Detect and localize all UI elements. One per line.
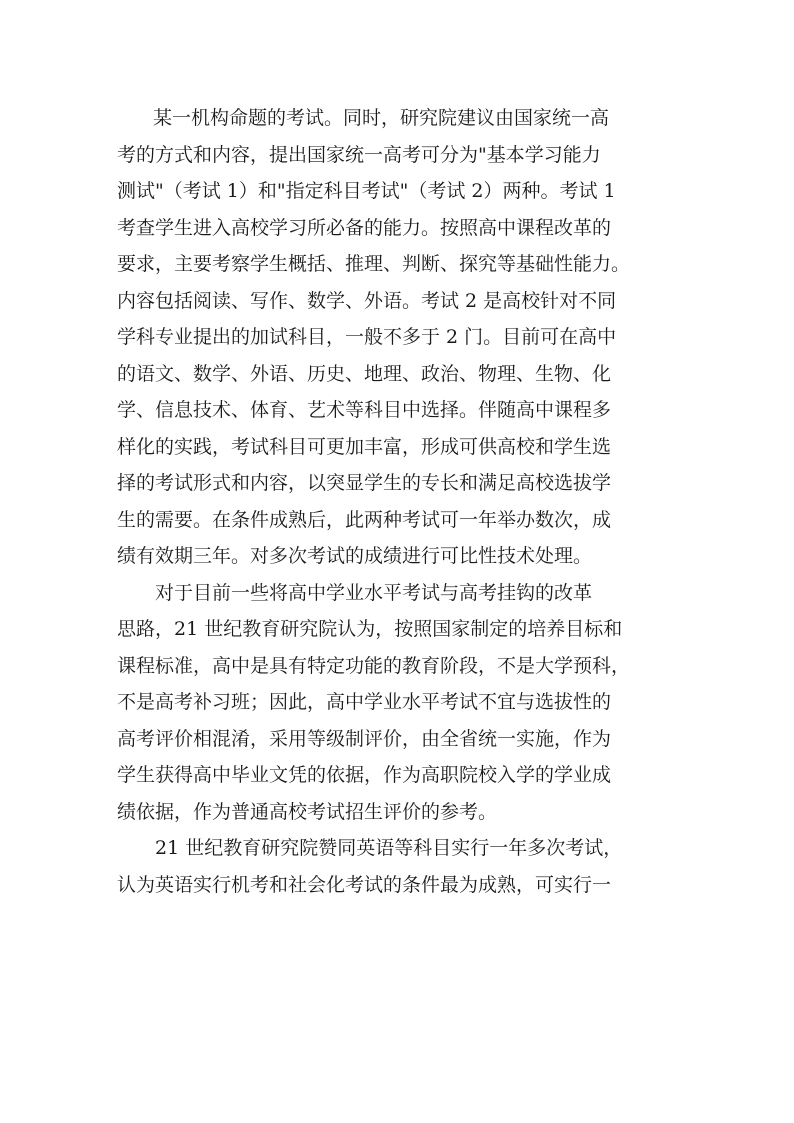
text-line: 测试"（考试 1）和"指定科目考试"（考试 2）两种。考试 1 [117, 180, 616, 202]
text-line: 内容包括阅读、写作、数学、外语。考试 2 是高校针对不同 [117, 289, 617, 312]
text-line: 学科专业提出的加试科目，一般不多于 2 门。目前可在高中 [117, 326, 617, 348]
paragraph-3 [117, 830, 677, 903]
paragraph-2 [117, 575, 677, 831]
text-line: 绩依据，作为普通高校考试招生评价的参考。 [117, 800, 498, 823]
text-line: 考的方式和内容，提出国家统一高考可分为"基本学习能力 [117, 143, 601, 166]
text-line: 择的考试形式和内容，以突显学生的专长和满足高校选拔学 [117, 472, 612, 494]
text-line: 某一机构命题的考试。同时，研究院建议由国家统一高 [153, 107, 610, 129]
text-line: 课程标准，高中是具有特定功能的教育阶段，不是大学预科， [117, 654, 631, 677]
text-line: 考查学生进入高校学习所必备的能力。按照高中课程改革的 [117, 216, 612, 239]
text-line: 要求，主要考察学生概括、推理、判断、探究等基础性能力。 [117, 253, 631, 275]
text-line: 生的需要。在条件成熟后，此两种考试可一年举办数次，成 [117, 508, 612, 531]
text-line: 样化的实践，考试科目可更加丰富，形成可供高校和学生选 [117, 435, 612, 458]
text-line: 的语文、数学、外语、历史、地理、政治、物理、生物、化 [117, 362, 612, 385]
paragraph-1 [117, 100, 677, 575]
text-line: 学、信息技术、体育、艺术等科目中选择。伴随高中课程多 [117, 399, 612, 421]
text-line: 绩有效期三年。对多次考试的成绩进行可比性技术处理。 [117, 545, 593, 567]
text-line: 高考评价相混淆，采用等级制评价，由全省统一实施，作为 [117, 727, 612, 750]
text-line: 认为英语实行机考和社会化考试的条件最为成熟，可实行一 [117, 873, 612, 896]
text-line: 不是高考补习班；因此，高中学业水平考试不宜与选拔性的 [117, 691, 612, 713]
text-line: 对于目前一些将高中学业水平考试与高考挂钩的改革 [155, 581, 593, 604]
text-line: 学生获得高中毕业文凭的依据，作为高职院校入学的学业成 [117, 764, 612, 786]
document-body [117, 100, 677, 903]
text-line: 21 世纪教育研究院赞同英语等科目实行一年多次考试， [155, 837, 623, 859]
text-line: 思路，21 世纪教育研究院认为，按照国家制定的培养目标和 [117, 618, 623, 640]
